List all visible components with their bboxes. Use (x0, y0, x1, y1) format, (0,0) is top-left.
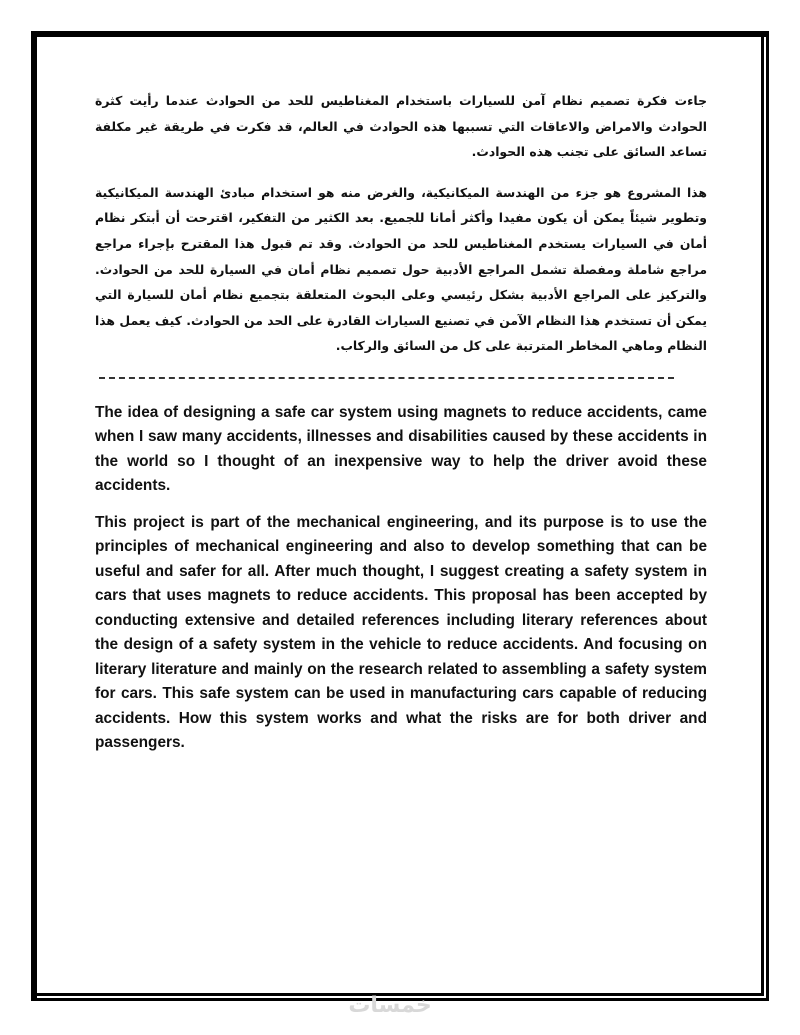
document-content (95, 88, 707, 756)
english-paragraph-2: This project is part of the mechanical engineering, and its purpose is to use the principles of mechanical engineering and also to develop something that can be useful and safer for all. After much thought, I suggest creating a safety system in cars that uses magnets to reduce accidents. This proposal has been accepted by conducting extensive and detailed references including literary references about the design of a safety system in the vehicle to reduce accidents. And focusing on literary literature and mainly on the research related to assembling a safety system for cars. This safe system can be used in manufacturing cars capable of reducing accidents. How this system works and what the risks are for both driver and passengers. (95, 513, 707, 752)
section-divider (99, 377, 674, 379)
arabic-paragraph-1: جاءت فكرة تصميم نظام آمن للسيارات باستخدام المغناطيس للحد من الحوادث عندما رأيت كثرة الحوادث والامراض والاعاقات التي تسببها هذه الحوادث في العالم، قد فكرت في طريقة غير مكلفة تساعد السائق على تجنب هذه الحوادث. (95, 93, 707, 160)
arabic-paragraph-2: هذا المشروع هو جزء من الهندسة الميكانيكية، والغرض منه هو استخدام مبادئ الهندسة الميكانيكية وتطوير شيئاً يمكن أن يكون مفيدا وأكثر أمانا للجميع. بعد الكثير من التفكير، اقترحت أن أبتكر نظام أمان في السيارات يستخدم المغناطيس للحد من الحوادث. وقد تم قبول هذا المقترح بإجراء مراجع مراجع شاملة ومفصلة تشمل المراجع الأدبية حول تصميم نظام أمان في السيارة للحد من الحوادث. والتركيز على المراجع الأدبية بشكل رئيسي وعلى البحوث المتعلقة بتجميع نظام أمان للسيارة التي يمكن أن تستخدم هذا النظام الآمن في تصنيع السيارات القادرة على الحد من الحوادث. كيف يعمل هذا النظام وماهي المخاطر المترتبة على كل من السائق والركاب. (95, 184, 707, 354)
english-paragraph-1: The idea of designing a safe car system using magnets to reduce accidents, came when I saw many accidents, illnesses and disabilities caused by these accidents in the world so I thought of an inexpensive way to help the driver avoid these accidents. (95, 403, 707, 495)
watermark-logo: خمسات (348, 993, 432, 1018)
frame-double-line-right (764, 37, 766, 998)
